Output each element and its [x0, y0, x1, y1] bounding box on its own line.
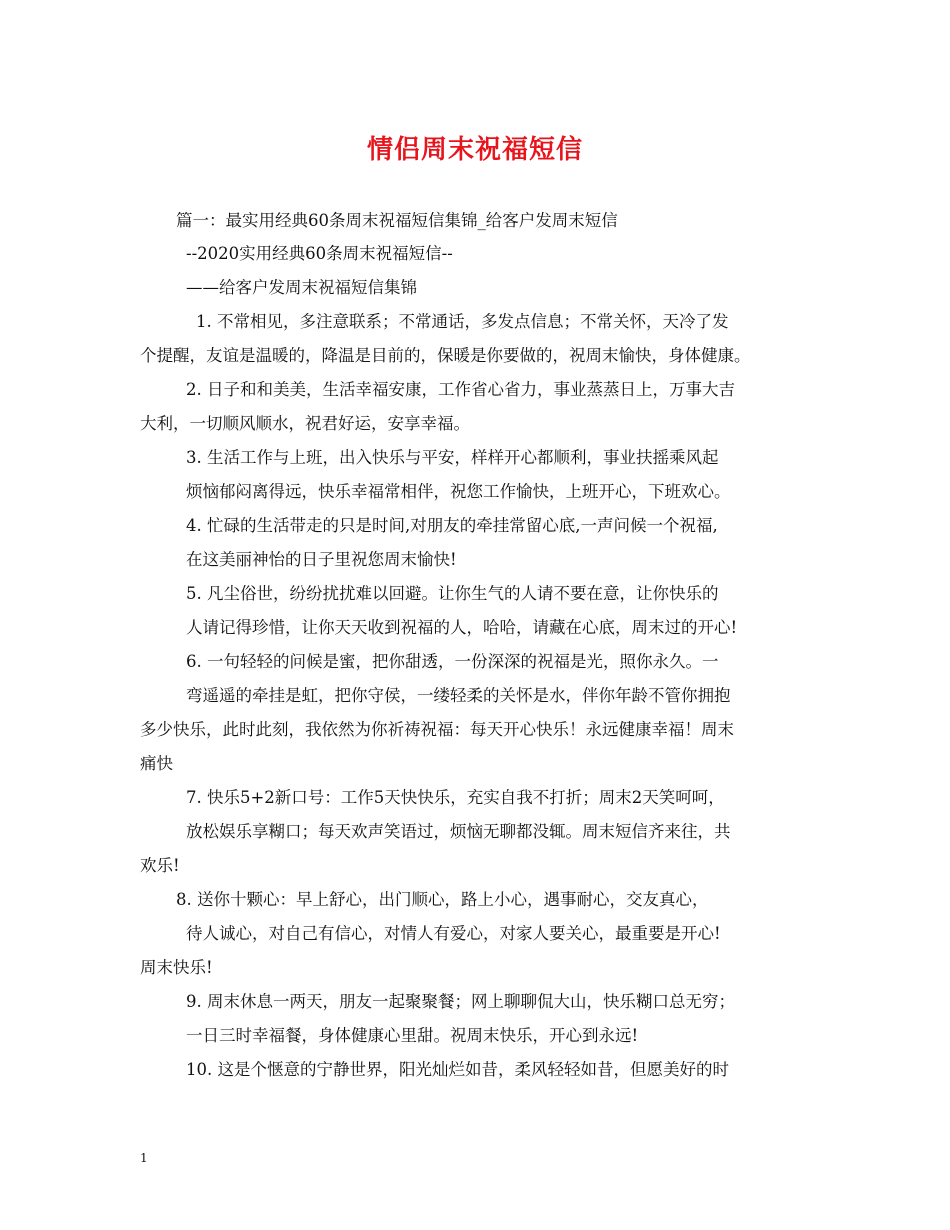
page-number: 1	[140, 1151, 148, 1165]
document-title: 情侣周末祝福短信	[366, 135, 583, 165]
body-line: 一日三时幸福餐，身体健康心里甜。祝周末快乐，开心到永远!	[186, 1026, 639, 1045]
body-line: ——给客户发周末祝福短信集锦	[186, 278, 417, 297]
body-line: 在这美丽神怡的日子里祝您周末愉快!	[186, 550, 457, 569]
body-line: 个提醒，友谊是温暖的，降温是目前的，保暖是你要做的，祝周末愉快，身体健康。	[140, 346, 751, 365]
body-line: 3. 生活工作与上班，出入快乐与平安，样样开心都顺利，事业扶摇乘风起	[186, 448, 719, 467]
body-line: 篇一：最实用经典60条周末祝福短信集锦_给客户发周末短信	[176, 211, 618, 230]
body-line: 1. 不常相见，多注意联系；不常通话，多发点信息；不常关怀，天冷了发	[196, 312, 729, 331]
body-line: 6. 一句轻轻的问候是蜜，把你甜透，一份深深的祝福是光，照你永久。一	[186, 652, 719, 671]
body-line: 7. 快乐5+2新口号：工作5天快快乐，充实自我不打折；周末2天笑呵呵，	[186, 788, 725, 807]
body-line: 痛快	[140, 754, 173, 773]
body-line: 2. 日子和和美美，生活幸福安康，工作省心省力，事业蒸蒸日上，万事大吉	[186, 380, 735, 399]
body-line: 放松娱乐享糊口；每天欢声笑语过，烦恼无聊都没辄。周末短信齐来往，共	[186, 822, 731, 841]
body-line: 4. 忙碌的生活带走的只是时间,对朋友的牵挂常留心底,一声问候一个祝福,	[186, 516, 718, 535]
body-line: 周末快乐!	[140, 958, 213, 977]
body-line: 欢乐!	[140, 856, 180, 875]
body-line: 烦恼郁闷离得远，快乐幸福常相伴，祝您工作愉快，上班开心，下班欢心。	[186, 482, 731, 501]
body-line: 8. 送你十颗心：早上舒心，出门顺心，路上小心，遇事耐心，交友真心，	[176, 890, 709, 909]
body-line: 5. 凡尘俗世，纷纷扰扰难以回避。让你生气的人请不要在意，让你快乐的	[186, 584, 719, 603]
body-line: 大利，一切顺风顺水，祝君好运，安享幸福。	[140, 414, 470, 433]
body-line: 待人诚心，对自己有信心，对情人有爱心，对家人要关心，最重要是开心!	[186, 924, 721, 943]
body-line: 弯遥遥的牵挂是虹，把你守侯，一缕轻柔的关怀是水，伴你年龄不管你拥抱	[186, 686, 731, 705]
body-line: 多少快乐，此时此刻，我依然为你祈祷祝福：每天开心快乐！永远健康幸福！周末	[140, 720, 734, 739]
body-line: 9. 周末休息一两天，朋友一起聚聚餐；网上聊聊侃大山，快乐糊口总无穷；	[186, 992, 735, 1011]
body-line: --2020实用经典60条周末祝福短信--	[186, 244, 453, 263]
body-line: 人请记得珍惜，让你天天收到祝福的人，哈哈，请藏在心底，周末过的开心!	[186, 618, 738, 637]
body-line: 10. 这是个惬意的宁静世界，阳光灿烂如昔，柔风轻轻如昔，但愿美好的时	[186, 1060, 729, 1079]
